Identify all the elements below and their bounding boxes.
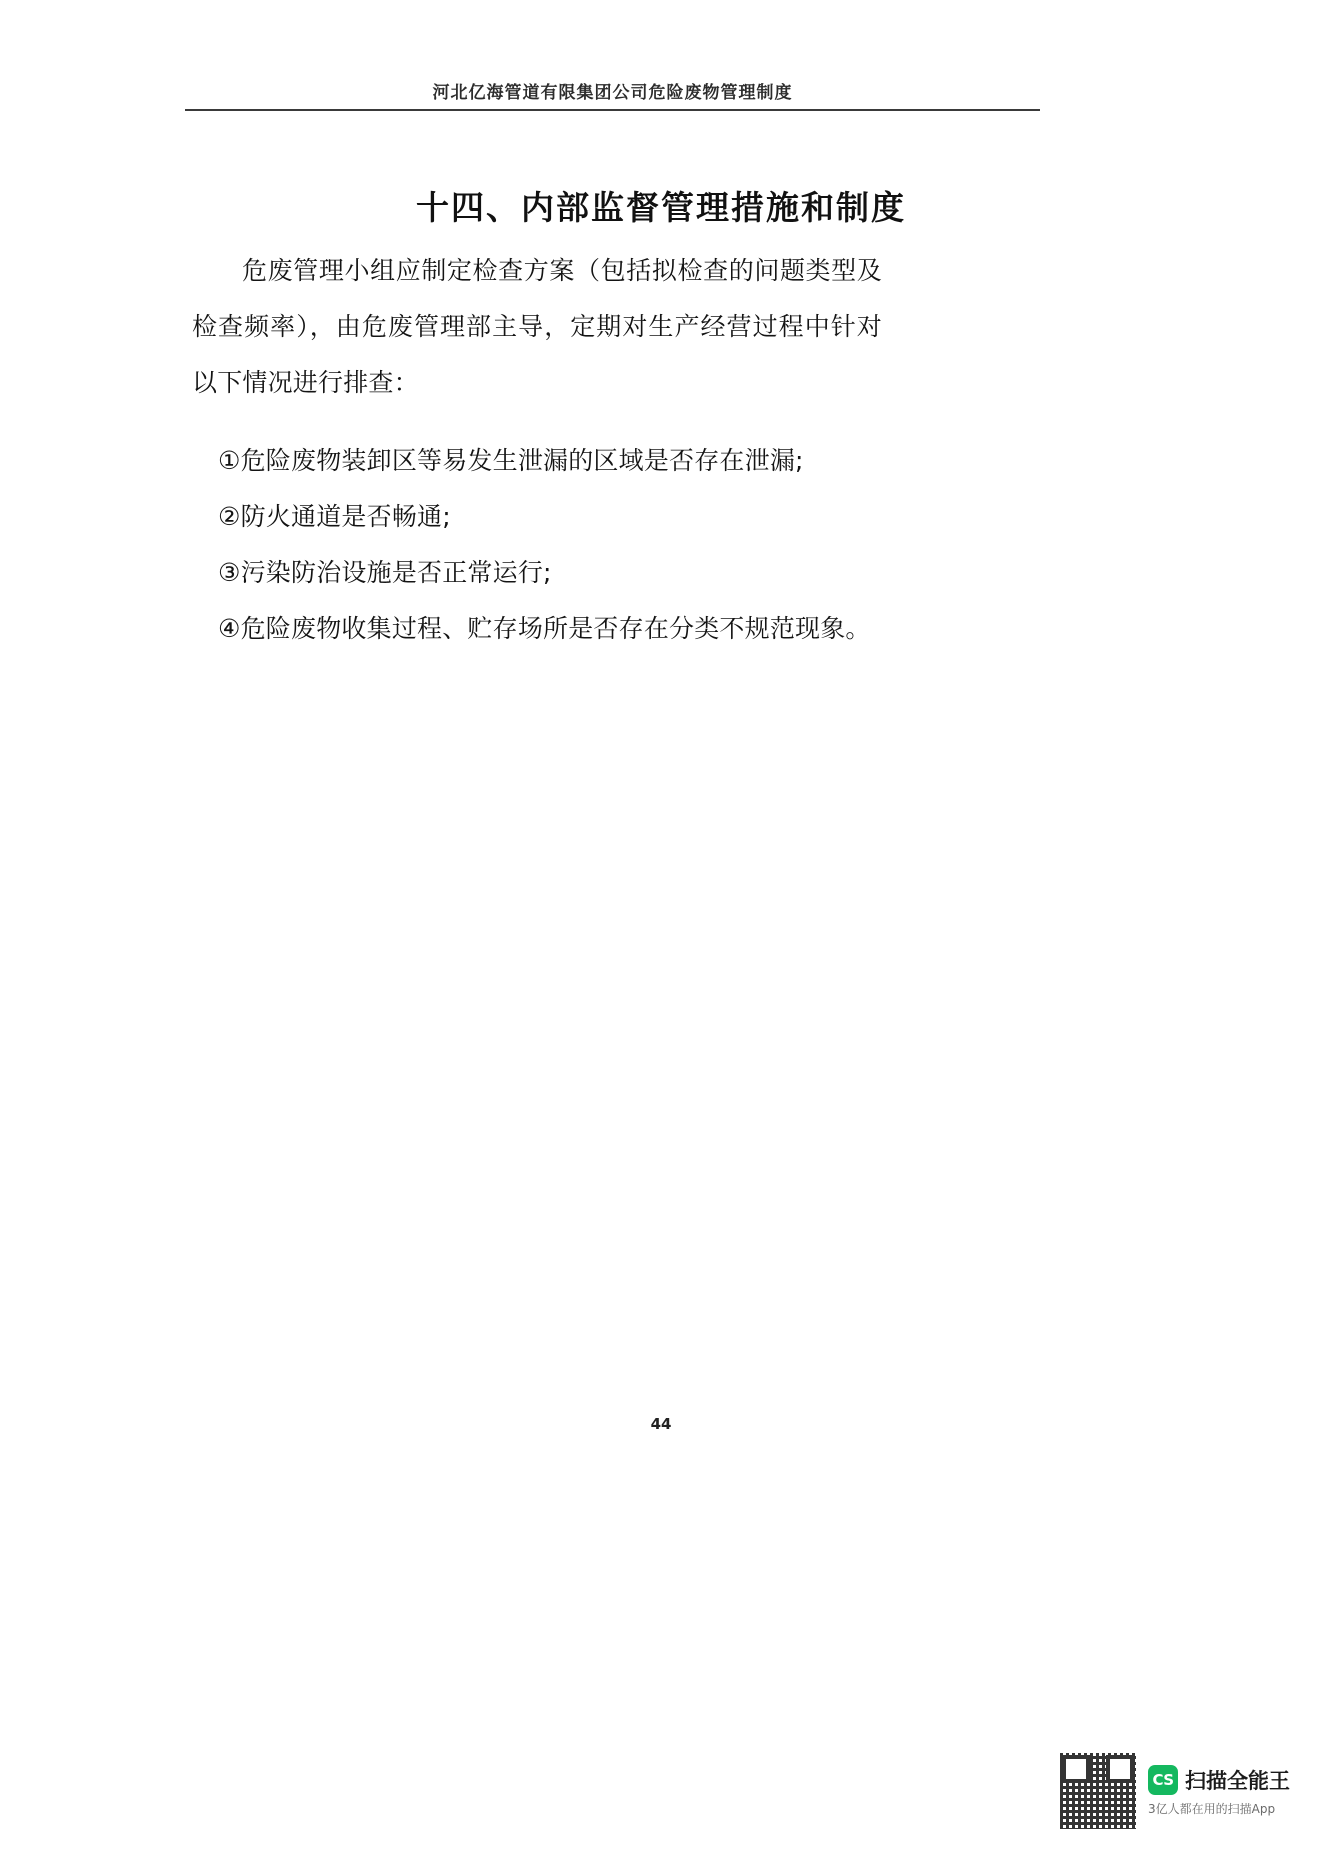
list-item: ①危险废物装卸区等易发生泄漏的区域是否存在泄漏; [218,446,804,475]
watermark-brand-row [1148,1765,1290,1795]
watermark-title: 扫描全能王 [1185,1769,1290,1793]
document-body [192,243,882,657]
watermark-subtitle: 3亿人都在用的扫描App [1148,1802,1276,1816]
header-divider [185,109,1040,111]
qr-code-icon [1060,1753,1136,1829]
body-paragraph: 危废管理小组应制定检查方案（包括拟检查的问题类型及检查频率），由危废管理部主导，定期对生产经营过程中针对以下情况进行排查： [192,256,882,397]
inspection-list [192,433,882,657]
running-title: 河北亿海管道有限集团公司危险废物管理制度 [432,83,793,103]
page-number: 44 [650,1415,672,1433]
camscanner-watermark [1060,1745,1300,1837]
page-title: 十四、内部监督管理措施和制度 [416,188,906,227]
list-item: ②防火通道是否畅通; [218,502,451,531]
watermark-text-block [1148,1765,1290,1817]
camscanner-logo-icon: CS [1148,1765,1178,1795]
list-item: ④危险废物收集过程、贮存场所是否存在分类不规范现象。 [218,614,871,643]
page-header [185,78,1040,111]
list-item: ③污染防治设施是否正常运行; [218,558,552,587]
